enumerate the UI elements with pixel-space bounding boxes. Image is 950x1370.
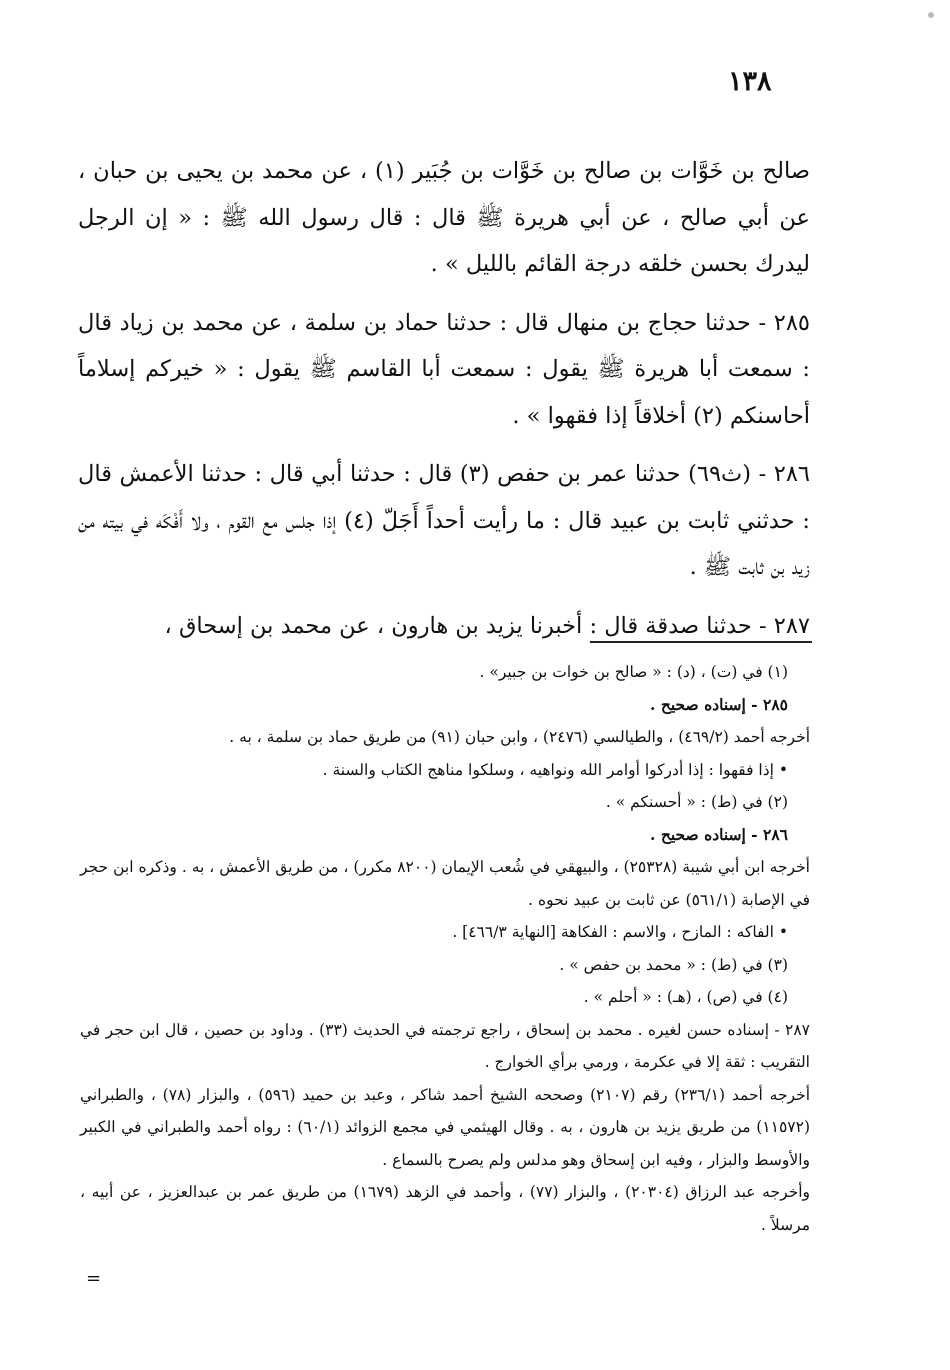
takhrij-285-heading: ٢٨٥ - إسناده صحيح . [650, 694, 788, 714]
footnote-4: (٤) في (ص) ، (هـ) : « أحلم » . [583, 988, 788, 1006]
footnotes [80, 656, 810, 1241]
takhrij-287-heading: ٢٨٧ - إسناده حسن لغيره . محمد بن إسحاق ، راجع ترجمته في الحديث (٣٣) . وداود بن حصين ، قال ابن حجر في التقريب : ثقة إلا في عكرمة ، ورمي برأي الخوارج . [80, 1020, 810, 1071]
takhrij-287-text: أخرجه أحمد (٢٣٦/١) رقم (٢١٠٧) وصححه الشيخ أحمد شاكر ، وعبد بن حميد (٥٩٦) ، والبزار (٧٨) ، والطبراني (١١٥٧٢) من طريق يزيد بن هارون ، به . وقال الهيثمي في مجمع الزوائد (٦٠/١) : رواه أحمد والطبراني في الكبير والأوسط والبزار ، وفيه ابن إسحاق وهو مدلس ولم يصرح بالسماع . [80, 1085, 811, 1169]
takhrij-285-text: أخرجه أحمد (٤٦٩/٢) ، والطيالسي (٢٤٧٦) ، وابن حبان (٩١) من طريق حماد بن سلمة ، به . [229, 728, 810, 746]
footnote-1: (١) في (ت) ، (د) : « صالح بن خوات بن جبير» . [479, 663, 788, 681]
main-text [78, 148, 810, 661]
takhrij-287-mursal: وأخرجه عبد الرزاق (٢٠٣٠٤) ، والبزار (٧٧) ، وأحمد في الزهد (١٦٧٩) من طريق عمر بن عبدالعزيز ، عن أبيه ، مرسلاً . [80, 1183, 810, 1234]
footnote-divider [590, 641, 812, 643]
takhrij-286-heading: ٢٨٦ - إسناده صحيح . [650, 824, 788, 844]
gloss-faqihu: • إذا فقهوا : إذا أدركوا أوامر الله ونواهيه ، وسلكوا مناهج الكتاب والسنة . [322, 760, 788, 779]
hadith-285: ٢٨٥ - حدثنا حجاج بن منهال قال : حدثنا حماد بن سلمة ، عن محمد بن زياد قال : سمعت أبا هريرة ﷺ يقول : سمعت أبا القاسم ﷺ يقول : « خيركم إسلاماً أحاسنكم (٢) أخلاقاً إذا فقهوا » . [78, 309, 810, 429]
page-number: ١٣٨ [728, 66, 772, 97]
hadith-286: ٢٨٦ - (ث٦٩) حدثنا عمر بن حفص (٣) قال : حدثنا أبي قال : حدثنا الأعمش قال : حدثني ثابت بن عبيد قال : ما رأيت أحداً أَجَلّ (٤) إذا جلس مع القوم ، ولا أَفْكَه في بيته من زيد بن ثابت ﷺ . [78, 461, 811, 580]
takhrij-286-text: أخرجه ابن أبي شيبة (٢٥٣٢٨) ، والبيهقي في شُعب الإيمان (٨٢٠٠ مكرر) ، من طريق الأعمش ، به . وذكره ابن حجر في الإصابة (٥٦١/١) عن ثابت بن عبيد نحوه . [80, 858, 810, 909]
footnote-3: (٣) في (ط) : « محمد بن حفص » . [559, 955, 788, 974]
paragraph-continuation: صالح بن خَوَّات بن صالح بن خَوَّات بن جُبَير (١) ، عن محمد بن يحيى بن حبان ، عن أبي صالح ، عن أبي هريرة ﷺ قال : قال رسول الله ﷺ : « إن الرجل ليدرك بحسن خلقه درجة القائم بالليل » . [78, 158, 810, 277]
edge-dot [928, 12, 934, 18]
gloss-fakih: • الفاكه : المازح ، والاسم : الفكاهة [النهاية ٤٦٦/٣] . [452, 923, 788, 941]
hadith-287: ٢٨٧ - حدثنا صدقة قال : أخبرنا يزيد بن هارون ، عن محمد بن إسحاق ، [164, 612, 810, 639]
footnote-2: (٢) في (ط) : « أحسنكم » . [605, 793, 788, 811]
continuation-mark: = [86, 1268, 102, 1289]
